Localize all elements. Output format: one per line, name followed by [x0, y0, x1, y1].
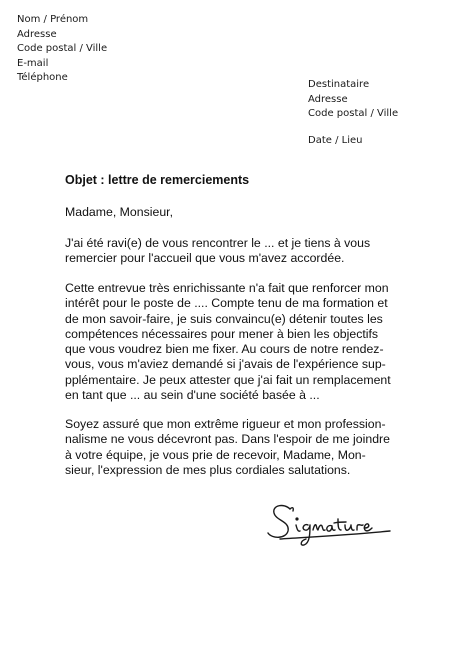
- paragraph-line: sieur, l'expression de mes plus cordiales salutations.: [65, 462, 351, 477]
- salutation: Madame, Monsieur,: [65, 205, 173, 219]
- sender-email: E-mail: [17, 57, 49, 69]
- paragraph-closing: [65, 417, 411, 478]
- recipient-address: Adresse: [308, 93, 348, 105]
- paragraph-line: intérêt pour le poste de .... Compte tenu de ma formation et: [65, 296, 388, 311]
- paragraph-line: J'ai été ravi(e) de vous rencontrer le ... et je tiens à vous: [65, 236, 371, 250]
- paragraph-line: remercier pour l'accueil que vous m'avez accordée.: [65, 251, 345, 266]
- paragraph-line: que vous voudrez bien me fixer. Au cours de notre rendez-: [65, 342, 384, 357]
- handwritten-signature: [260, 495, 410, 555]
- paragraph-thanks: [65, 236, 411, 267]
- date-place: Date / Lieu: [308, 135, 363, 146]
- recipient-postal-city: Code postal / Ville: [308, 108, 399, 119]
- sender-postal-city: Code postal / Ville: [17, 43, 108, 54]
- sender-name: Nom / Prénom: [17, 14, 89, 25]
- paragraph-line: de mon savoir-faire, je suis convaincu(e) détenir toutes les: [65, 311, 383, 326]
- sender-block: [17, 13, 107, 86]
- sender-phone: Téléphone: [17, 72, 68, 83]
- paragraph-line: vous, vous m'aviez demandé si j'avais de l'expérience sup-: [65, 357, 386, 372]
- paragraph-line: nalisme ne vous décevront pas. Dans l'espoir de me joindre: [65, 432, 390, 447]
- recipient-name: Destinataire: [308, 79, 370, 90]
- paragraph-line: compétences nécessaires pour mener à bien les objectifs: [65, 326, 379, 341]
- recipient-block: [308, 78, 398, 122]
- paragraph-interview: [65, 281, 411, 403]
- paragraph-line: Soyez assuré que mon extrême rigueur et mon profession-: [65, 417, 386, 431]
- letter-subject: Objet : lettre de remerciements: [65, 173, 250, 187]
- paragraph-line: Cette entrevue très enrichissante n'a fait que renforcer mon: [65, 281, 389, 295]
- paragraph-line: en tant que ... au sein d'une société basée à ...: [65, 388, 320, 403]
- sender-address: Adresse: [17, 28, 57, 40]
- paragraph-line: pplémentaire. Je peux attester que j'ai fait un remplacement: [65, 372, 391, 387]
- paragraph-line: à votre équipe, je vous prie de recevoir, Madame, Mon-: [65, 447, 366, 462]
